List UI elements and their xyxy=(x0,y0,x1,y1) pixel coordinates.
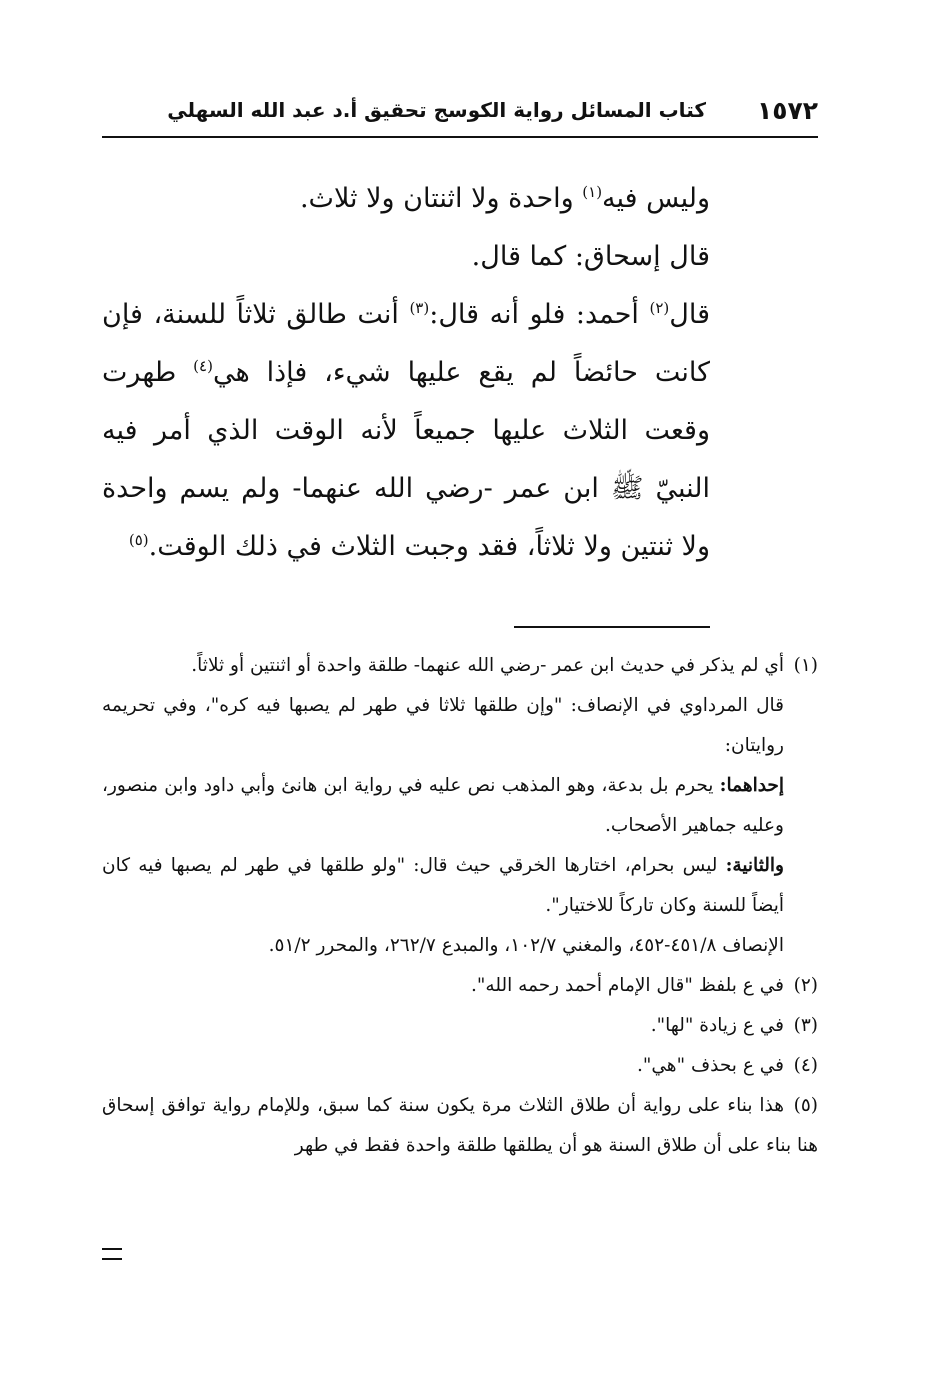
main-text xyxy=(102,170,710,576)
footnote-text: هذا بناء على رواية أن طلاق الثلاث مرة يكون سنة كما سبق، وللإمام رواية توافق إسحاق هنا بناء على أن طلاق السنة هو أن يطلقها طلقة واحدة فقط في طهر xyxy=(102,1095,818,1156)
footnote-number: (٤) xyxy=(793,1055,818,1076)
paragraph-text: طهرت وقعت الثلاث عليها جميعاً لأنه الوقت الذي أمر فيه النبيّ ﷺ ابن عمر -رضي الله عنهما- ولم يسم واحدة ولا ثنتين ولا ثلاثاً، فقد وجبت الثلاث في ذلك الوقت. xyxy=(102,357,710,562)
paragraph-text: وليس فيه xyxy=(602,183,710,214)
footnote-4 xyxy=(102,1046,818,1086)
footnote-1-references: الإنصاف ٤٥١/٨-٤٥٢، والمغني ١٠٢/٧، والمبدع ٢٦٢/٧، والمحرر ٥١/٢. xyxy=(268,935,784,956)
footnote-separator xyxy=(514,626,710,628)
paragraph-text: واحدة ولا اثنتان ولا ثلاث. xyxy=(299,183,583,214)
paragraph-text: قال xyxy=(669,299,710,330)
paragraph-2: قال إسحاق: كما قال. xyxy=(471,241,710,272)
footnotes xyxy=(102,646,818,1166)
paragraph-text: أنت طالق ثلاثاً للسنة، فإن كانت حائضاً لم يقع عليها شيء، فإذا هي xyxy=(102,299,710,388)
footnote-1-continuation xyxy=(102,846,818,926)
footnote-text: يحرم بل بدعة، وهو المذهب نص عليه في رواية ابن هانئ وأبي داود وابن منصور، وعليه جماهير الأصحاب. xyxy=(102,775,784,836)
footnote-text: ليس بحرام، اختارها الخرقي حيث قال: "ولو طلقها في طهر لم يصبها فيه كان أيضاً للسنة وكان تاركاً للاختيار". xyxy=(102,855,784,916)
footnote-term: والثانية: xyxy=(725,855,784,876)
paragraph-3 xyxy=(102,286,710,576)
paragraph-1 xyxy=(102,170,710,228)
footnote-ref[interactable]: (٤) xyxy=(193,357,213,375)
footnote-2 xyxy=(102,966,818,1006)
footnote-number: (٢) xyxy=(793,975,818,996)
footnote-number: (٥) xyxy=(793,1095,818,1116)
footnote-ref[interactable]: (٣) xyxy=(409,299,430,317)
running-title: كتاب المسائل رواية الكوسج تحقيق أ.د عبد الله السهلي xyxy=(167,98,706,122)
paragraph-text: أحمد: فلو أنه قال: xyxy=(429,299,650,330)
footnote-1 xyxy=(102,646,818,686)
footnote-3 xyxy=(102,1006,818,1046)
footnote-text: في ع زيادة "لها". xyxy=(650,1015,784,1036)
page-header xyxy=(102,92,818,136)
footnote-1-continuation xyxy=(102,766,818,846)
footnote-text: في ع بحذف "هي". xyxy=(637,1055,784,1076)
footnote-ref[interactable]: (١) xyxy=(582,183,603,201)
header-rule xyxy=(102,136,818,138)
continuation-mark xyxy=(102,1248,122,1260)
footnote-number: (١) xyxy=(793,655,818,676)
footnote-term: إحداهما: xyxy=(719,775,784,796)
footnote-1-continuation: قال المرداوي في الإنصاف: "وإن طلقها ثلاثا في طهر لم يصبها فيه كره"، وفي تحريمه روايتان: xyxy=(102,695,784,756)
footnote-text: في ع بلفظ "قال الإمام أحمد رحمه الله". xyxy=(471,975,784,996)
footnote-ref[interactable]: (٥) xyxy=(128,531,149,549)
footnote-text: أي لم يذكر في حديث ابن عمر -رضي الله عنهما- طلقة واحدة أو اثنتين أو ثلاثاً. xyxy=(191,655,784,676)
footnote-number: (٣) xyxy=(793,1015,818,1036)
page-number: ١٥٧٢ xyxy=(756,96,818,125)
footnote-ref[interactable]: (٢) xyxy=(649,299,670,317)
footnote-5 xyxy=(102,1086,818,1166)
